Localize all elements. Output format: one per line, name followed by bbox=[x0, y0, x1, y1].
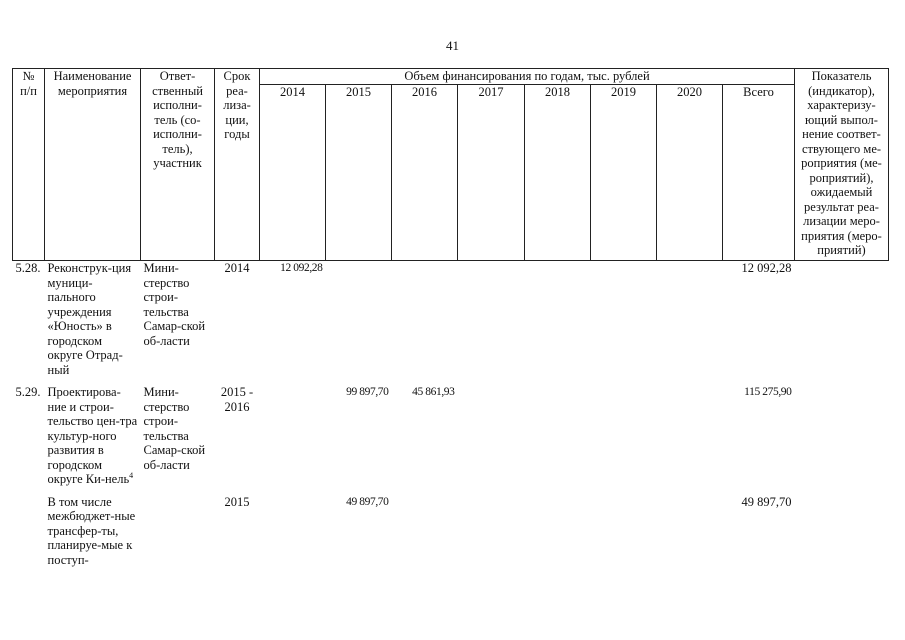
row-value-2019 bbox=[591, 261, 657, 378]
row-value-2016 bbox=[392, 487, 458, 568]
row-value-2014: 12 092,28 bbox=[280, 262, 323, 274]
header-year-2019: 2019 bbox=[591, 85, 657, 261]
row-value-2017 bbox=[458, 377, 525, 487]
header-total: Всего bbox=[723, 85, 795, 261]
row-value-2020 bbox=[657, 487, 723, 568]
funding-table bbox=[12, 68, 889, 567]
row-indicator bbox=[795, 261, 889, 378]
row-value-2019 bbox=[591, 487, 657, 568]
header-indicator: Показатель (индикатор), характеризу-ющий выпол-нение соответ-ствующего ме-роприятия (ме-роприятий), ожидаемый результат реа-лизации меро-приятия (меро-приятий) bbox=[795, 69, 889, 261]
row-value-2018 bbox=[525, 487, 591, 568]
row-value-2020 bbox=[657, 377, 723, 487]
header-year-2015: 2015 bbox=[326, 85, 392, 261]
row-value-2014 bbox=[260, 487, 326, 568]
row-number: 5.29. bbox=[15, 385, 41, 399]
row-value-2015 bbox=[326, 261, 392, 378]
row-value-2018 bbox=[525, 377, 591, 487]
row-executor: Мини-стерство строи-тельства Самар-ской об-ласти bbox=[143, 261, 206, 348]
row-term: 2015 - 2016 bbox=[220, 385, 254, 414]
row-number: 5.28. bbox=[15, 261, 41, 275]
header-year-2020: 2020 bbox=[657, 85, 723, 261]
table-row bbox=[13, 261, 889, 378]
row-indicator bbox=[795, 487, 889, 568]
row-value-2014 bbox=[260, 377, 326, 487]
row-total: 115 275,90 bbox=[744, 386, 792, 398]
row-executor bbox=[141, 487, 215, 568]
row-value-2018 bbox=[525, 261, 591, 378]
page-number: 41 bbox=[446, 38, 459, 53]
row-value-2015: 99 897,70 bbox=[346, 386, 389, 398]
row-name: Реконструк-ция муници-пального учреждения «Юность» в городском округе Отрад-ный bbox=[47, 261, 132, 377]
row-value-2016 bbox=[392, 261, 458, 378]
row-executor: Мини-стерство строи-тельства Самар-ской об-ласти bbox=[143, 385, 206, 472]
row-total: 12 092,28 bbox=[741, 261, 792, 275]
header-year-2017: 2017 bbox=[458, 85, 525, 261]
table-row bbox=[13, 487, 889, 568]
row-value-2016: 45 861,93 bbox=[412, 386, 455, 398]
header-number: № п/п bbox=[13, 69, 45, 261]
row-term: 2015 bbox=[224, 494, 250, 509]
header-year-2016: 2016 bbox=[392, 85, 458, 261]
row-value-2017 bbox=[458, 261, 525, 378]
row-name: В том числе межбюджет-ные трансфер-ты, планируе-мые к поступ- bbox=[47, 494, 136, 567]
row-total: 49 897,70 bbox=[741, 494, 792, 509]
row-number bbox=[13, 487, 45, 568]
header-funding: Объем финансирования по годам, тыс. рублей bbox=[260, 69, 795, 85]
row-value-2017 bbox=[458, 487, 525, 568]
row-value-2015: 49 897,70 bbox=[346, 495, 389, 508]
row-name: Проектирова-ние и строи-тельство цен-тра культур-ного развития в городском округе Ки-нель$^4$ bbox=[47, 385, 138, 486]
header-term: Срок реа-лиза-ции, годы bbox=[215, 69, 260, 261]
header-year-2014: 2014 bbox=[260, 85, 326, 261]
header-executor: Ответ-ственный исполни-тель (со-исполни-тель), участник bbox=[141, 69, 215, 261]
row-term: 2014 bbox=[224, 261, 250, 275]
row-value-2019 bbox=[591, 377, 657, 487]
row-indicator bbox=[795, 377, 889, 487]
header-name: Наименование мероприятия bbox=[45, 69, 141, 261]
row-value-2020 bbox=[657, 261, 723, 378]
table-row bbox=[13, 377, 889, 487]
header-year-2018: 2018 bbox=[525, 85, 591, 261]
